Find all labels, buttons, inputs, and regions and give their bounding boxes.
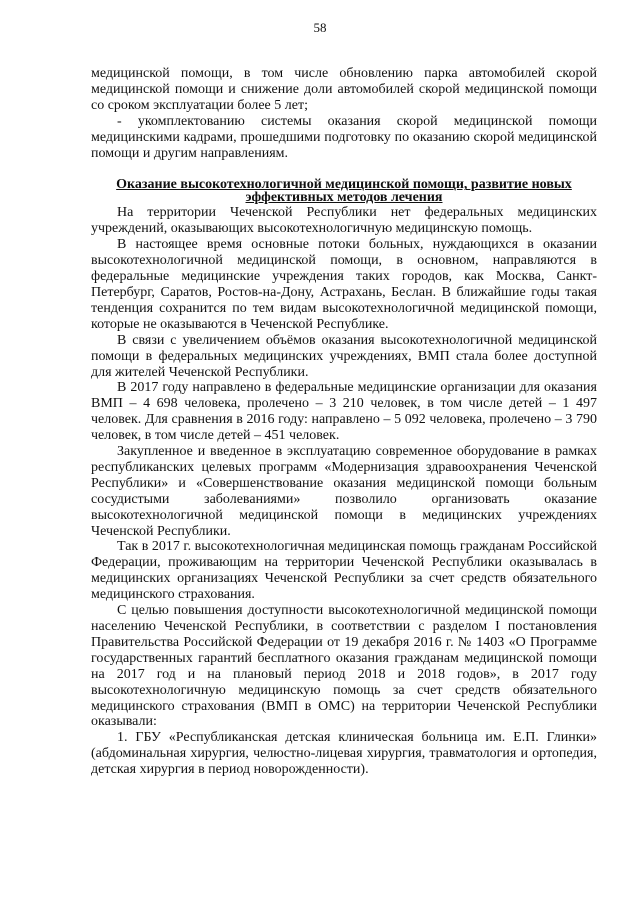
paragraph-2017-statistics: В 2017 году направлено в федеральные медицинские организации для оказания ВМП – 4 698 человека, пролечено – 3 210 человек, в том числе детей – 1 497 человек. Для сравнения в 2016 году: направлено – 5 092 человека, пролечено – 3 790 человек, в том числе детей – 451 человек. <box>91 380 597 444</box>
paragraph-accessibility: С целью повышения доступности высокотехнологичной медицинской помощи населению Чеченской Республики, в соответствии с разделом I постановления Правительства Российской Федерации от 19 декабря 2016 г. № 1403 «О Программе государственных гарантий бесплатного оказания гражданам медицинской помощи на 2017 год и на плановый период 2018 и 2018 годов», в 2017 году высокотехнологичную медицинскую помощь за счет средств обязательного медицинского страхования (ВМП в ОМС) на территории Чеченской Республики оказывали: <box>91 603 597 730</box>
paragraph-increased-volumes: В связи с увеличением объёмов оказания высокотехнологичной медицинской помощи в федеральных медицинских учреждениях, ВМП стала более доступной для жителей Чеченской Республики. <box>91 332 597 380</box>
list-item-hospital-1: 1. ГБУ «Республиканская детская клиническая больница им. Е.П. Глинки» (абдоминальная хирургия, челюстно-лицевая хирургия, травматология и ортопедия, детская хирургия в период новорожденности). <box>91 730 597 778</box>
paragraph-continuation: медицинской помощи, в том числе обновлению парка автомобилей скорой медицинской помощи и снижение доли автомобилей скорой медицинской помощи со сроком эксплуатации более 5 лет; <box>91 66 597 113</box>
section-title: Оказание высокотехнологичной медицинской помощи, развитие новых эффективных методов лечения <box>116 177 572 206</box>
paragraph-patient-flows: В настоящее время основные потоки больных, нуждающихся в оказании высокотехнологичной медицинской помощи, в основном, направляются в федеральные медицинские учреждения таких городов, как Москва, Санкт-Петербург, Саратов, Ростов-на-Дону, Астрахань, Беслан. В ближайшие годы такая тенденция сохранится по тем видам высокотехнологичной медицинской помощи, которые не оказываются в Чеченской Республике. <box>91 237 597 332</box>
paragraph-list-dash-item: - укомплектованию системы оказания скорой медицинской помощи медицинскими кадрами, прошедшими подготовку по оказанию скорой медицинской помощи и другим направлениям. <box>91 113 597 161</box>
paragraph-equipment: Закупленное и введенное в эксплуатацию современное оборудование в рамках республиканских целевых программ «Модернизация здравоохранения Чеченской Республики» и «Совершенствование оказания медицинской помощи больным сосудистыми заболеваниями» позволило организовать оказание высокотехнологичной медицинской помощи в медицинских учреждениях Чеченской Республики. <box>91 444 597 539</box>
document-body <box>91 66 597 778</box>
paragraph-no-federal-institutions: На территории Чеченской Республики нет федеральных медицинских учреждений, оказывающих высокотехнологичную медицинскую помощь. <box>91 205 597 237</box>
paragraph-2017-oms: Так в 2017 г. высокотехнологичная медицинская помощь гражданам Российской Федерации, проживающим на территории Чеченской Республики оказывалась в медицинских организациях Чеченской Республики за счет средств обязательного медицинского страхования. <box>91 539 597 603</box>
page-number: 58 <box>313 20 327 35</box>
